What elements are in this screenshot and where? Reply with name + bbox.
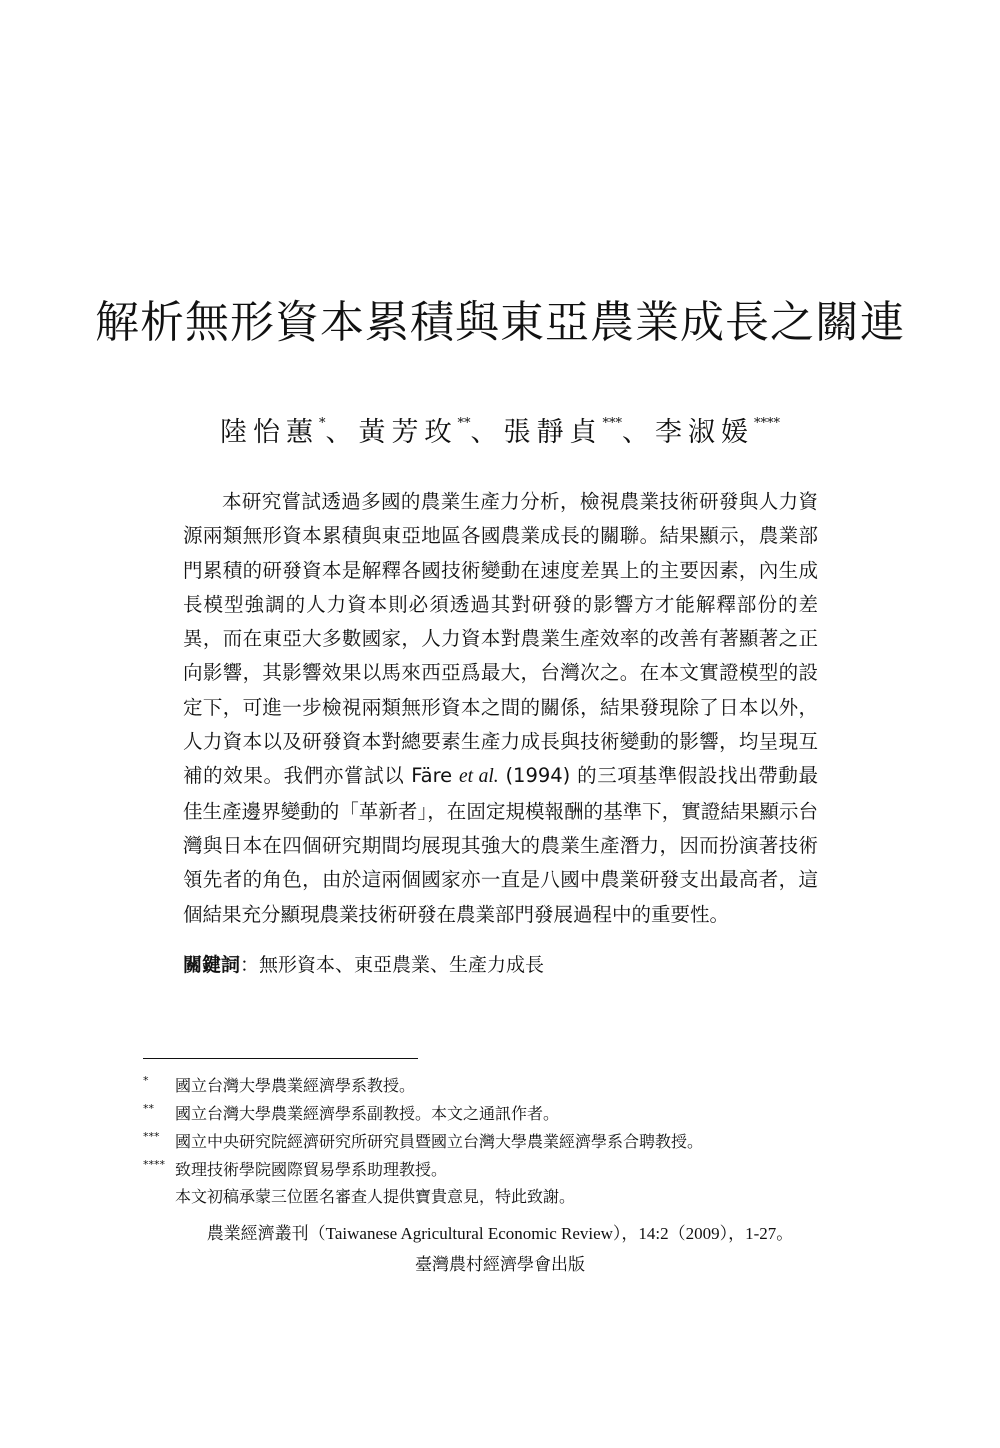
author-name: 黃芳玫 bbox=[358, 417, 458, 448]
footnote bbox=[143, 1101, 559, 1124]
footnote-text: 國立台灣大學農業經濟學系教授。 bbox=[175, 1076, 416, 1095]
author-name: 張靜貞 bbox=[503, 417, 603, 448]
footnote bbox=[143, 1073, 415, 1096]
abstract-et-al: et al. bbox=[459, 766, 499, 788]
footnote-text: 國立中央研究院經濟研究所研究員暨國立台灣大學農業經濟學系合聘教授。 bbox=[175, 1132, 704, 1151]
abstract-text-continued: (1994) 的三項基準假設找出帶動最佳生產邊界變動的「革新者」，在固定規模報酬的基準下，實證結果顯示台灣與日本在四個研究期間均展現其強大的農業生產潛力，因而扮演著技術領先者的角色，由於這兩個國家亦一直是八國中農業研發支出最高者，這個結果充分顯現農業技術研發在農業部門發展過程中的重要性。 bbox=[183, 764, 818, 926]
abstract bbox=[183, 485, 818, 932]
author-footnote-mark: *** bbox=[602, 416, 622, 431]
footnote-text: 致理技術學院國際貿易學系助理教授。 bbox=[175, 1160, 448, 1179]
author-name: 陸怡蕙 bbox=[220, 417, 319, 448]
paper-title: 解析無形資本累積與東亞農業成長之關連 bbox=[95, 297, 905, 348]
footnote bbox=[143, 1157, 447, 1180]
acknowledgement bbox=[143, 1184, 575, 1207]
acknowledgement-text: 本文初稿承蒙三位匿名審查人提供寶貴意見，特此致謝。 bbox=[175, 1187, 576, 1206]
author-separator: 、 bbox=[325, 417, 359, 448]
author-footnote-mark: **** bbox=[754, 416, 780, 431]
author-list bbox=[0, 410, 1000, 449]
footnote-mark: *** bbox=[143, 1130, 160, 1143]
journal-citation: 農業經濟叢刊（Taiwanese Agricultural Economic Review），14:2（2009），1-27。 bbox=[206, 1224, 794, 1243]
footnote-mark: **** bbox=[143, 1158, 165, 1171]
abstract-text: 本研究嘗試透過多國的農業生產力分析，檢視農業技術研發與人力資源兩類無形資本累積與東亞地區各國農業成長的關聯。結果顯示，農業部門累積的研發資本是解釋各國技術變動在速度差異上的主要因素，內生成長模型強調的人力資本則必須透過其對研發的影響方才能解釋部份的差異，而在東亞大多數國家，人力資本對農業生產效率的改善有著顯著之正向影響，其影響效果以馬來西亞爲最大，台灣次之。在本文實證模型的設定下，可進一步檢視兩類無形資本之間的關係，結果發現除了日本以外，人力資本以及研發資本對總要素生產力成長與技術變動的影響，均呈現互補的效果。我們亦嘗試以 Färe bbox=[183, 490, 818, 788]
publisher: 臺灣農村經濟學會出版 bbox=[415, 1255, 585, 1275]
footnote bbox=[143, 1129, 703, 1152]
keywords-text: ：無形資本、東亞農業、生產力成長 bbox=[240, 954, 545, 976]
author-footnote-mark: * bbox=[319, 416, 326, 431]
footnote-divider bbox=[143, 1058, 418, 1059]
author-separator: 、 bbox=[622, 417, 655, 448]
footnote-text: 國立台灣大學農業經濟學系副教授。本文之通訊作者。 bbox=[175, 1104, 560, 1123]
keywords bbox=[183, 950, 818, 977]
footnote-mark: * bbox=[143, 1074, 149, 1087]
author-name: 李淑媛 bbox=[655, 417, 754, 448]
author-footnote-mark: ** bbox=[457, 416, 471, 431]
footnote-mark: ** bbox=[143, 1102, 154, 1115]
author-separator: 、 bbox=[470, 417, 504, 448]
keywords-label: 關鍵詞 bbox=[183, 954, 241, 976]
